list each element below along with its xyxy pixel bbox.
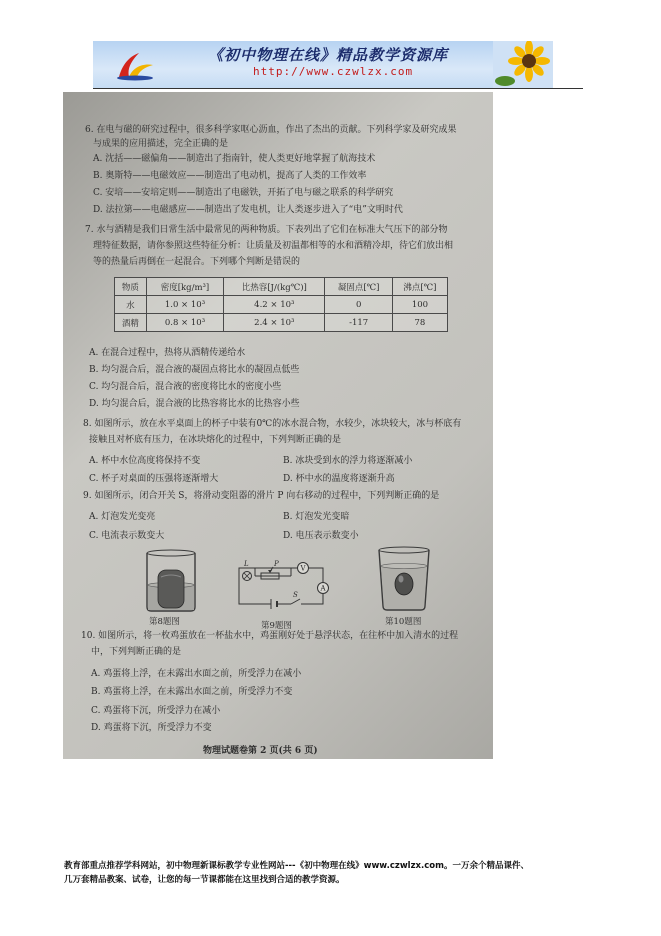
q10-stem-1: 10. 如图所示，将一枚鸡蛋放在一杯盐水中，鸡蛋刚好处于悬浮状态，在往杯中加入清水的过程 [81, 631, 459, 641]
q7-option-d: D. 均匀混合后，混合液的比热容将比水的比热容小些 [89, 399, 300, 409]
q8-option-d: D. 杯中水的温度将逐渐升高 [283, 474, 395, 484]
q6-stem-1: 6. 在电与磁的研究过程中，很多科学家呕心沥血，作出了杰出的贡献。下列科学家及研究成果 [85, 125, 457, 135]
table-cell: 0 [325, 296, 392, 314]
q9-stem: 9. 如图所示，闭合开关 S，将滑动变阻器的滑片 P 向右移动的过程中，下列判断正确的是 [83, 491, 440, 501]
table-cell: 酒精 [115, 314, 147, 332]
sunflower-icon [493, 41, 553, 88]
banner-rule [93, 88, 583, 89]
q7-stem-1: 7. 水与酒精是我们日常生活中最常见的两种物质。下表列出了它们在标准大气压下的部分物 [85, 225, 448, 235]
table-cell: 100 [392, 296, 447, 314]
figure-9-caption: 第9题图 [261, 621, 292, 631]
q10-option-d: D. 鸡蛋将下沉，所受浮力不变 [91, 723, 212, 733]
table-cell: 2.4 × 10³ [224, 314, 325, 332]
table-cell: 4.2 × 10³ [224, 296, 325, 314]
footer-line-1: 教育部重点推荐学科网站，初中物理新课标教学专业性网站---《初中物理在线》www.czwlzx.com。一万余个精品课件、 [64, 861, 529, 871]
figure-8-beaker-ice [141, 549, 201, 613]
q7-option-c: C. 均匀混合后，混合液的密度将比水的密度小些 [89, 382, 282, 392]
circuit-label-ammeter: A [320, 584, 326, 593]
exam-page-photo [63, 92, 493, 759]
table-cell: -117 [325, 314, 392, 332]
table-header: 密度[kg/m³] [146, 278, 223, 296]
q8-option-b: B. 冰块受到水的浮力将逐渐减小 [283, 456, 413, 466]
header-banner [93, 41, 553, 88]
q9-option-d: D. 电压表示数变小 [283, 531, 359, 541]
q10-option-a: A. 鸡蛋将上浮，在未露出水面之前，所受浮力在减小 [91, 669, 302, 679]
figure-8-caption: 第8题图 [149, 617, 180, 627]
properties-table [114, 277, 448, 332]
q9-option-b: B. 灯泡发光变暗 [283, 512, 350, 522]
q9-option-c: C. 电流表示数变大 [89, 531, 165, 541]
banner-url[interactable]: http://www.czwlzx.com [253, 65, 414, 78]
circuit-label-lamp: L [244, 560, 249, 568]
q7-stem-3: 等的热量后再倒在一起混合。下列哪个判断是错误的 [93, 257, 301, 267]
q7-stem-2: 理特征数据，请你参照这些特征分析：让质量及初温都相等的水和酒精冷却，待它们放出相 [93, 241, 454, 251]
banner-title: 《初中物理在线》精品教学资源库 [208, 46, 449, 64]
q10-option-c: C. 鸡蛋将下沉，所受浮力在减小 [91, 706, 221, 716]
q8-stem-2: 接触且对杯底有压力，在冰块熔化的过程中，下列判断正确的是 [89, 435, 342, 445]
q6-option-d: D. 法拉第——电磁感应——制造出了发电机，让人类逐步进入了“电”文明时代 [93, 205, 403, 215]
q7-option-b: B. 均匀混合后，混合液的凝固点将比水的凝固点低些 [89, 365, 300, 375]
figure-10-caption: 第10题图 [385, 617, 422, 627]
footer-line-2: 几万套精品教案、试卷，让您的每一节课都能在这里找到合适的教学资源。 [64, 875, 345, 885]
circuit-label-voltmeter: V [300, 564, 306, 573]
circuit-label-switch: S [293, 591, 298, 599]
table-header: 比热容[J/(kg℃)] [224, 278, 325, 296]
site-logo-icon [115, 51, 155, 81]
table-cell: 1.0 × 10³ [146, 296, 223, 314]
circuit-label-slider: P [274, 560, 279, 568]
q8-option-a: A. 杯中水位高度将保持不变 [89, 456, 201, 466]
q10-option-b: B. 鸡蛋将上浮，在未露出水面之前，所受浮力不变 [91, 687, 293, 697]
table-header: 凝固点[℃] [325, 278, 392, 296]
table-header-row [115, 278, 448, 296]
figure-9-circuit [231, 558, 331, 616]
table-header: 物质 [115, 278, 147, 296]
q9-option-a: A. 灯泡发光变亮 [89, 512, 156, 522]
q6-option-a: A. 沈括——磁偏角——制造出了指南针，使人类更好地掌握了航海技术 [93, 154, 376, 164]
q6-option-c: C. 安培——安培定则——制造出了电磁铁，开拓了电与磁之联系的科学研究 [93, 188, 394, 198]
q7-option-a: A. 在混合过程中，热将从酒精传递给水 [89, 348, 246, 358]
table-cell: 水 [115, 296, 147, 314]
q6-stem-2: 与成果的应用描述，完全正确的是 [93, 139, 229, 149]
table-row [115, 314, 448, 332]
figure-10-beaker-egg [375, 546, 433, 612]
q8-option-c: C. 杯子对桌面的压强将逐渐增大 [89, 474, 219, 484]
q6-option-b: B. 奥斯特——电磁效应——制造出了电动机，提高了人类的工作效率 [93, 171, 367, 181]
q8-stem-1: 8. 如图所示，放在水平桌面上的杯子中装有0℃的冰水混合物，水较少，冰块较大，冰与杯底有 [83, 419, 462, 429]
q10-stem-2: 中，下列判断正确的是 [91, 647, 182, 657]
table-header: 沸点[℃] [392, 278, 447, 296]
table-row [115, 296, 448, 314]
table-cell: 0.8 × 10³ [146, 314, 223, 332]
site-footer [64, 859, 604, 887]
table-cell: 78 [392, 314, 447, 332]
page-number-footer: 物理试题卷第 2 页(共 6 页) [203, 746, 318, 756]
